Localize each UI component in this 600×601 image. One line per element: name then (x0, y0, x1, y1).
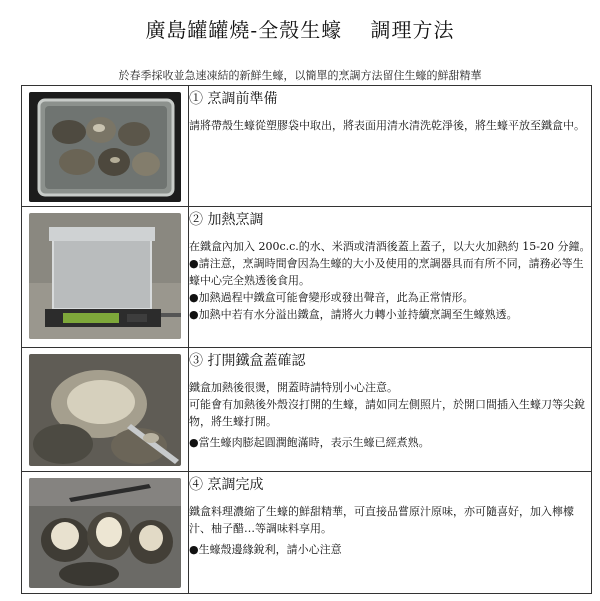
step-2-paragraph-1: 在鐵盒內加入 200c.c.的水、米酒或清酒後蓋上蓋子，以大火加熱約 15-20 分鐘。 (189, 240, 591, 253)
step-3-text-cell (189, 348, 592, 472)
raw-oysters-in-tray-photo (29, 92, 181, 202)
step-2-paragraph-2: ●請注意，烹調時間會因為生蠔的大小及使用的烹調器具而有所不同，請務必等生蠔中心完全熟透後食用。 (189, 257, 584, 287)
step-4-title: ④ 烹調完成 (189, 477, 264, 493)
step-4-photo-cell (22, 472, 189, 594)
step-4-text-cell (189, 472, 592, 594)
page-subtitle: 於春季採收並急速凍結的新鮮生蠔，以簡單的烹調方法留住生蠔的鮮甜精華 (118, 69, 482, 82)
step-3-paragraph-1: 鐵盒加熱後很燙，開蓋時請特別小心注意。 (189, 381, 398, 394)
step-4-paragraph-2: ●生蠔殼邊緣銳利，請小心注意 (189, 543, 342, 556)
tin-box-on-stove-photo (29, 213, 181, 339)
step-row-4 (22, 472, 592, 594)
opening-oyster-with-knife-photo (29, 354, 181, 466)
step-row-2 (22, 207, 592, 348)
step-1-text-cell (189, 86, 592, 207)
cooked-oysters-photo (29, 478, 181, 588)
step-2-title: ② 加熱烹調 (189, 212, 264, 228)
steps-table (21, 85, 592, 594)
step-3-photo-cell (22, 348, 189, 472)
step-row-1 (22, 86, 592, 207)
step-2-paragraph-4: ●加熱中若有水分溢出鐵盒，請將火力轉小並持續烹調至生蠔熟透。 (189, 308, 518, 321)
step-1-photo-cell (22, 86, 189, 207)
page-title: 廣島罐罐燒-全殼生蠔 調理方法 (145, 18, 455, 42)
step-2-text-cell (189, 207, 592, 348)
step-row-3 (22, 348, 592, 472)
step-3-paragraph-3: ●當生蠔肉膨起圓潤飽滿時，表示生蠔已經煮熟。 (189, 436, 430, 449)
step-1-title: ① 烹調前準備 (189, 91, 278, 107)
step-1-paragraph: 請將帶殼生蠔從塑膠袋中取出，將表面用清水清洗乾淨後，將生蠔平放至鐵盒中。 (189, 119, 585, 132)
step-3-paragraph-2: 可能會有加熱後外殼沒打開的生蠔，請如同左側照片，於開口間插入生蠔刀等尖銳物，將生蠔打開。 (189, 398, 585, 428)
step-3-title: ③ 打開鐵盒蓋確認 (189, 353, 306, 369)
step-2-photo-cell (22, 207, 189, 348)
step-4-paragraph-1: 鐵盒料理濃縮了生蠔的鮮甜精華，可直接品嘗原汁原味，亦可隨喜好，加入檸檬汁、柚子醋…等調味料享用。 (189, 505, 574, 535)
step-2-paragraph-3: ●加熱過程中鐵盒可能會變形或發出聲音，此為正常情形。 (189, 291, 474, 304)
